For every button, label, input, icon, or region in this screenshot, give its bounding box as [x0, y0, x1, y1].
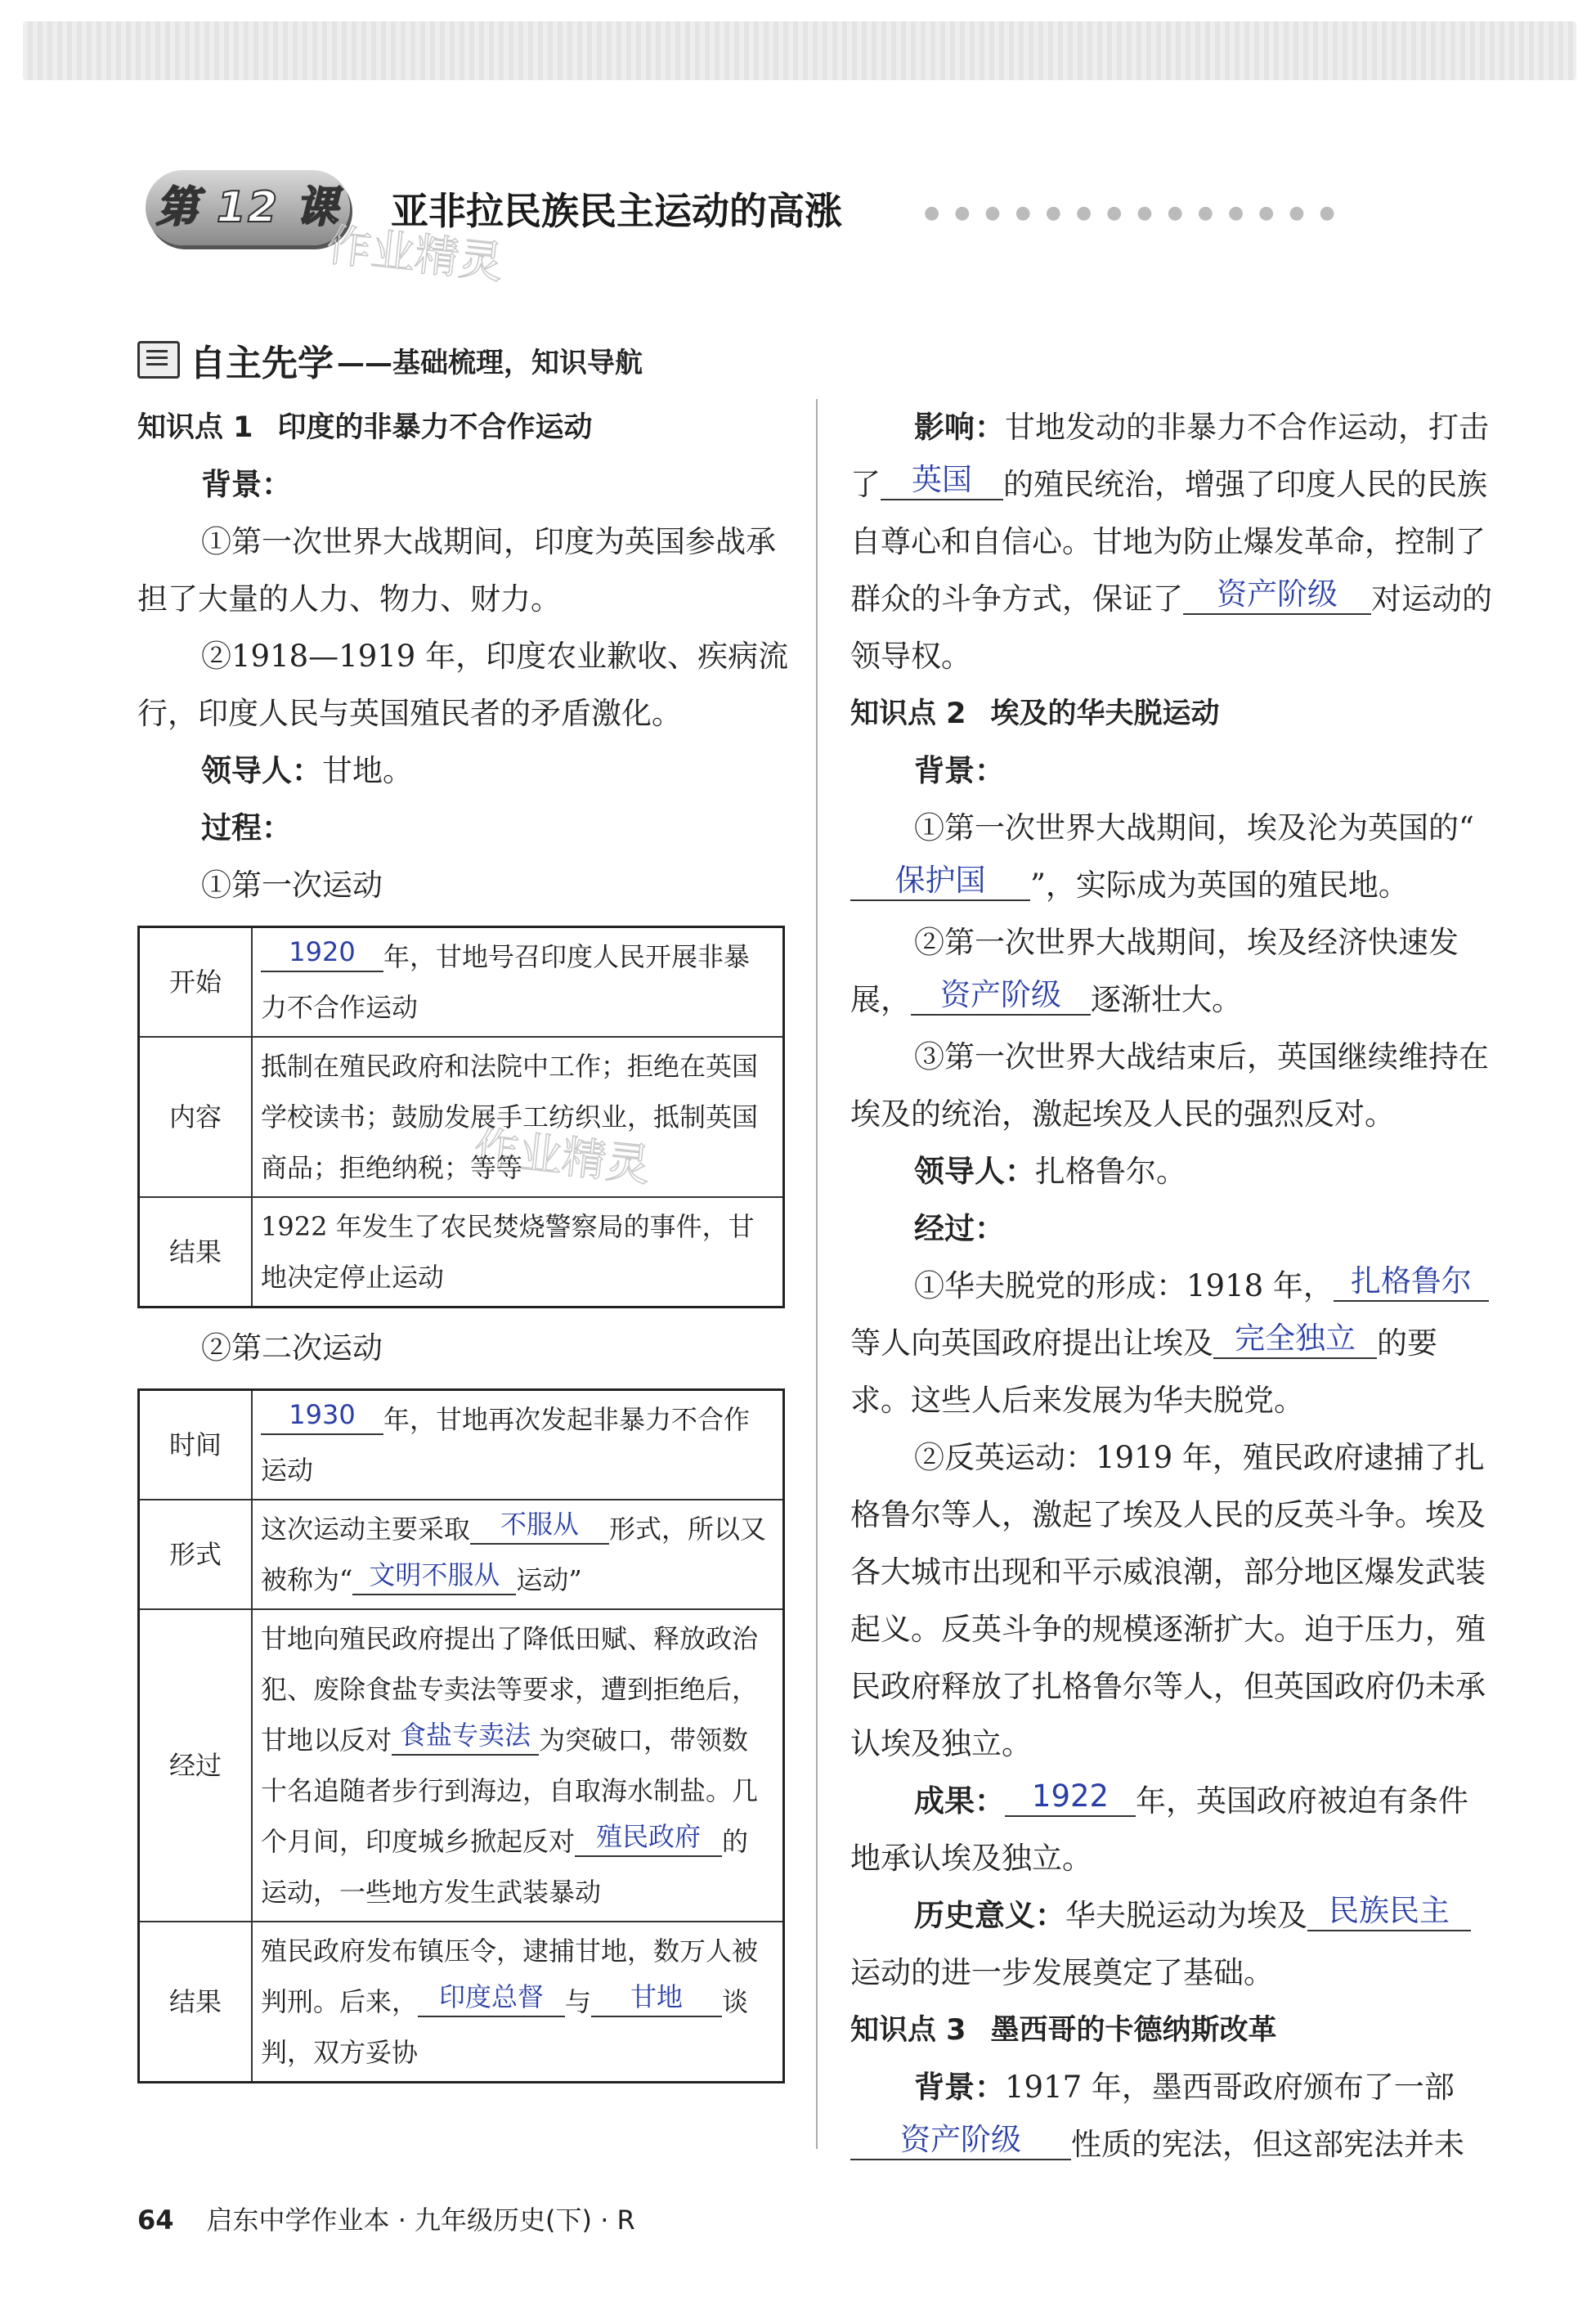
- row-header: 时间: [139, 1390, 253, 1500]
- first-movement-table: [137, 926, 785, 1308]
- table-row: [139, 1390, 784, 1500]
- answer-blank[interactable]: 1930: [261, 1396, 383, 1435]
- answer-blank[interactable]: 不服从: [470, 1505, 609, 1545]
- table-row: [139, 1037, 784, 1197]
- leader-line: 领导人：甘地。: [201, 753, 413, 788]
- left-column: [137, 399, 791, 2083]
- book-title: 启东中学作业本 · 九年级历史(下) · R: [206, 2205, 635, 2236]
- leader-line: 领导人：扎格鲁尔。: [914, 1154, 1186, 1189]
- course-item: ①华夫脱党的形成：1918 年， 扎格鲁尔等人向英国政府提出让埃及 完全独立 的要求。这些人后来发展为华夫脱党。: [850, 1258, 1496, 1429]
- background-item: ③第一次世界大战结束后，英国继续维持在埃及的统治，激起埃及人民的强烈反对。: [850, 1039, 1489, 1132]
- result-line: 成果： 1922 年，英国政府被迫有条件地承认埃及独立。: [850, 1778, 1468, 1876]
- course-label: 经过：: [914, 1211, 1005, 1246]
- notebook-icon: [137, 341, 180, 379]
- table-row: [139, 1197, 784, 1307]
- row-header: 经过: [139, 1609, 253, 1922]
- row-header: 形式: [139, 1500, 253, 1609]
- answer-blank[interactable]: 印度总督: [418, 1978, 565, 2017]
- background-item: ①第一次世界大战期间，印度为英国参战承担了大量的人力、物力、财力。: [137, 524, 776, 617]
- answer-blank[interactable]: 食盐专卖法: [392, 1716, 539, 1756]
- section-title: 自主先学: [190, 343, 334, 384]
- answer-blank[interactable]: 1920: [261, 933, 383, 972]
- significance-line: 历史意义：华夫脱运动为埃及 民族民主运动的进一步发展奠定了基础。: [850, 1887, 1496, 2002]
- section-subtitle: ——基础梳理，知识导航: [337, 346, 643, 379]
- answer-blank[interactable]: 扎格鲁尔: [1334, 1263, 1489, 1302]
- answer-blank[interactable]: 民族民主: [1307, 1892, 1471, 1931]
- second-movement-label: ②第二次运动: [201, 1330, 383, 1366]
- table-row: [139, 1500, 784, 1609]
- row-content: 抵制在殖民政府和法院中工作；拒绝在英国学校读书；鼓励发展手工纺织业，抵制英国商品；拒绝纳税；等等: [252, 1037, 784, 1197]
- course-item: ②反英运动：1919 年，殖民政府逮捕了扎格鲁尔等人，激起了埃及人民的反英斗争。埃及各大城市出现和平示威浪潮，部分地区爆发武装起义。反英斗争的规模逐渐扩大。迫于压力，殖民政府释放了扎格鲁尔等人，但英国政府仍未承认埃及独立。: [850, 1440, 1486, 1761]
- background-item: ②第一次世界大战期间，埃及经济快速发展， 资产阶级 逐渐壮大。: [850, 925, 1459, 1017]
- top-band: [23, 21, 1576, 80]
- row-content: 1920 年，甘地号召印度人民开展非暴力不合作运动: [252, 927, 784, 1038]
- row-content: 这次运动主要采取 不服从 形式，所以又被称为“ 文明不服从 运动”: [252, 1500, 784, 1609]
- lesson-badge: 第 12 课: [146, 170, 350, 245]
- background-item: 背景：1917 年，墨西哥政府颁布了一部资产阶级 性质的宪法，但这部宪法并未: [850, 2059, 1496, 2173]
- knowledge-point-2: 知识点 2 埃及的华夫脱运动: [850, 697, 1220, 730]
- row-header: 开始: [139, 927, 253, 1038]
- row-header: 结果: [139, 1197, 253, 1307]
- watermark: 作业精灵: [471, 1121, 653, 1192]
- process-label: 过程：: [201, 810, 292, 845]
- answer-blank[interactable]: 甘地: [591, 1978, 722, 2017]
- row-header: 内容: [139, 1037, 253, 1197]
- background-item: ②1918—1919 年，印度农业歉收、疾病流行，印度人民与英国殖民者的矛盾激化。: [137, 639, 789, 731]
- first-movement-label: ①第一次运动: [201, 868, 383, 903]
- column-divider: [816, 399, 818, 2149]
- answer-blank[interactable]: 1922: [1005, 1778, 1136, 1817]
- background-item: ①第一次世界大战期间，埃及沦为英国的“保护国 ”，实际成为英国的殖民地。: [850, 800, 1496, 914]
- table-row: [139, 927, 784, 1038]
- page-footer: [137, 2200, 635, 2237]
- answer-blank[interactable]: 保护国: [850, 862, 1030, 901]
- background-label: 背景：: [914, 753, 1005, 788]
- answer-blank[interactable]: 文明不服从: [352, 1556, 516, 1595]
- row-content: 1922 年发生了农民焚烧警察局的事件，甘地决定停止运动: [252, 1197, 784, 1307]
- knowledge-point-1: 知识点 1 印度的非暴力不合作运动: [137, 411, 593, 444]
- table-row: [139, 1922, 784, 2083]
- lesson-title: 亚非拉民族民主运动的高涨: [391, 189, 842, 233]
- section-header: [137, 334, 643, 386]
- watermark: 作业精灵: [324, 218, 506, 289]
- answer-blank[interactable]: 完全独立: [1213, 1320, 1377, 1359]
- row-content: 甘地向殖民政府提出了降低田赋、释放政治犯、废除食盐专卖法等要求，遭到拒绝后，甘地以反对 食盐专卖法 为突破口，带领数十名追随者步行到海边，自取海水制盐。几个月间，印度城乡掀起反对 殖民政府 的运动，一些地方发生武装暴动: [252, 1609, 784, 1922]
- row-header: 结果: [139, 1922, 253, 2083]
- impact-paragraph: 影响：甘地发动的非暴力不合作运动，打击了 英国 的殖民统治，增强了印度人民的民族自尊心和自信心。甘地为防止爆发革命，控制了群众的斗争方式，保证了 资产阶级 对运动的领导权。: [850, 410, 1492, 674]
- answer-blank[interactable]: 资产阶级: [1183, 576, 1371, 615]
- knowledge-point-3: 知识点 3 墨西哥的卡德纳斯改革: [850, 2014, 1277, 2047]
- answer-blank[interactable]: 殖民政府: [575, 1818, 722, 1857]
- second-movement-table: [137, 1388, 785, 2083]
- title-dots: ●●●●●●●●●●●●●●: [924, 203, 1350, 223]
- answer-blank[interactable]: 英国: [881, 461, 1003, 500]
- row-content: 1930 年，甘地再次发起非暴力不合作运动: [252, 1390, 784, 1500]
- answer-blank[interactable]: 资产阶级: [911, 976, 1091, 1016]
- answer-blank[interactable]: 资产阶级: [850, 2121, 1071, 2160]
- row-content: 殖民政府发布镇压令，逮捕甘地，数万人被判刑。后来， 印度总督 与 甘地 谈判，双方妥协: [252, 1922, 784, 2083]
- background-label: 背景：: [201, 467, 292, 502]
- table-row: [139, 1609, 784, 1922]
- page-number: 64: [137, 2205, 174, 2236]
- right-column: [850, 399, 1496, 2173]
